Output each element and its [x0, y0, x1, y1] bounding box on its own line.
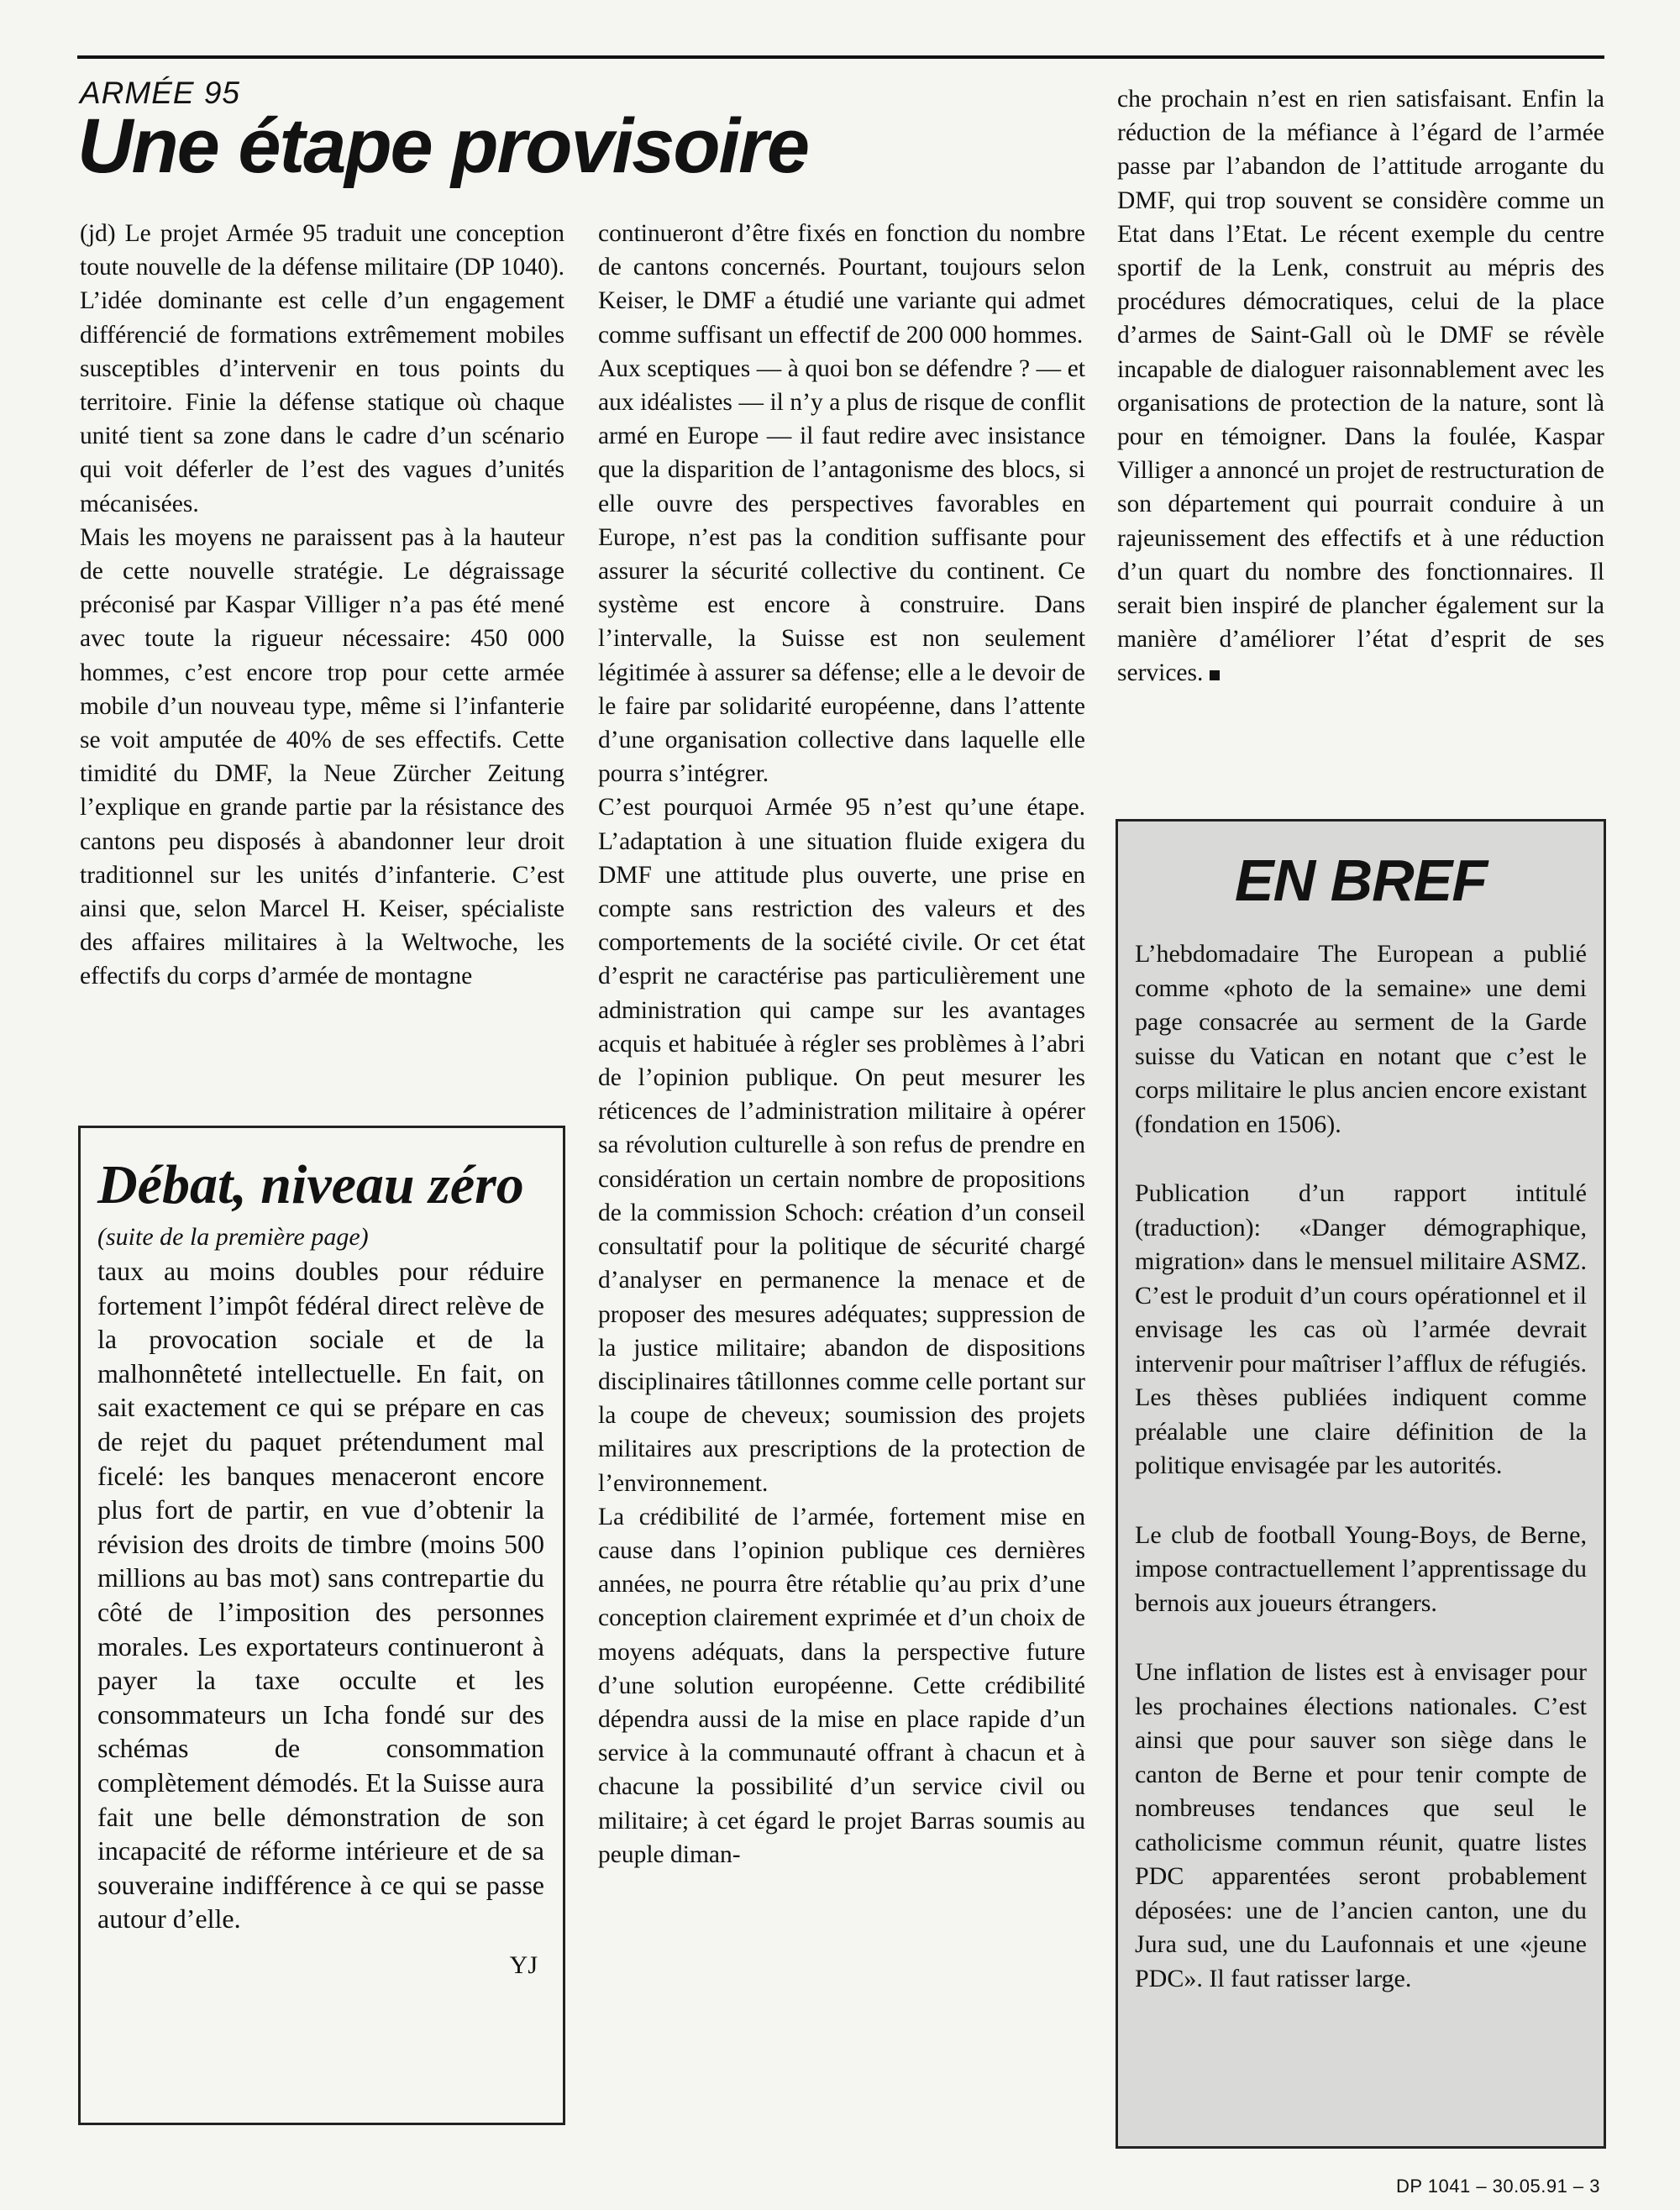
article-paragraph: La crédibilité de l’armée, fortement mise en cause dans l’opinion publique ces dernières années, ne pourra être rétablie qu’au prix d’une conception clairement exprimée et d’un choix de moyens adéquats, dans la perspective future d’une solution européenne. Cette crédibilité dépendra aussi de la mise en place rapide d’un service à la communauté offrant à chacun et à chacune la possibilité d’un service civil ou militaire; à cet égard le projet Barras soumis au peuple diman-	[598, 1503, 1085, 1868]
article-column-2	[598, 217, 1085, 1871]
article-paragraph	[1117, 82, 1604, 690]
debat-title: Débat, niveau zéro	[97, 1154, 524, 1215]
en-bref-box	[1116, 819, 1606, 2149]
en-bref-item: Publication d’un rapport intitulé (traduction): «Danger démographique, migration» dans le mensuel militaire ASMZ. C’est le produit d’un cours opérationnel et il envisage les cas où l’armée devrait intervenir pour maîtriser l’afflux de réfugiés. Les thèses publiées indiquent comme préalable une claire définition de la politique envisagée par les autorités.	[1135, 1179, 1587, 1479]
en-bref-item: Une inflation de listes est à envisager pour les prochaines élections nationales. C’est ainsi que pour sauver son siège dans le canton de Berne et pour tenir compte de nombreuses tendances que seul le catholicisme commun réunit, quatre listes PDC apparentées seront probablement déposées: une de l’ancien canton, une du Jura sud, une du Laufonnais et une «jeune PDC». Il faut ratisser large.	[1135, 1658, 1587, 1992]
article-paragraph: Aux sceptiques — à quoi bon se défendre ? — et aux idéalistes — il n’y a plus de risque de conflit armé en Europe — il faut redire avec insistance que la disparition de l’antagonisme des blocs, si elle ouvre des perspectives favorables en Europe, n’est pas la condition suffisante pour assurer la sécurité collective du continent. Ce système est encore à construire. Dans l’intervalle, la Suisse est non seulement légitimée à assurer sa défense; elle a le devoir de le faire par solidarité européenne, dans l’attente d’une organisation collective dans laquelle elle pourra s’intégrer.	[598, 354, 1085, 788]
en-bref-item: L’hebdomadaire The European a publié comme «photo de la semaine» une demi page consacrée au serment de la Garde suisse du Vatican en notant que c’est le corps militaire le plus ancien encore existant (fondation en 1506).	[1135, 940, 1587, 1138]
debat-signature: YJ	[509, 1950, 538, 1979]
debat-sidebar-box	[78, 1126, 565, 2125]
article-paragraph: continueront d’être fixés en fonction du nombre de cantons concernés. Pourtant, toujours selon Keiser, le DMF a étudié une variante qui admet comme suffisant un effectif de 200 000 hommes.	[598, 220, 1085, 349]
article-paragraph: C’est pourquoi Armée 95 n’est qu’une étape. L’adaptation à une situation fluide exigera du DMF une attitude plus ouverte, une prise en compte sans restriction des valeurs et des comportements de la société civile. Or cet état d’esprit ne caractérise pas particulièrement une administration qui campe sur les avantages acquis et habituée à régler ses problèmes à l’abri de l’opinion publique. On peut mesurer les réticences de l’administration militaire à opérer sa révolution culturelle à son refus de prendre en considération un certain nombre de propositions de la commission Schoch: création d’un conseil consultatif pour la politique de sécurité chargé d’analyser en permanence la menace et de proposer des mesures adéquates; suppression de la justice militaire; abandon de dispositions disciplinaires tâtillonnes comme celle portant sur la coupe de cheveux; soumission des projets militaires aux prescriptions de la protection de l’environnement.	[598, 794, 1085, 1497]
en-bref-item: Le club de football Young-Boys, de Berne, impose contractuellement l’apprentissage du bernois aux joueurs étrangers.	[1135, 1520, 1587, 1617]
page-footer: DP 1041 – 30.05.91 – 3	[1395, 2176, 1600, 2197]
en-bref-title: EN BREF	[1234, 848, 1488, 913]
end-of-article-mark	[1210, 670, 1220, 680]
article-paragraph: (jd) Le projet Armée 95 traduit une conception toute nouvelle de la défense militaire (DP 1040). L’idée dominante est celle d’un engagement différencié de formations extrêmement mobiles susceptibles d’intervenir en tous points du territoire. Finie la défense statique où chaque unité tient sa zone dans le cadre d’un scénario qui voit déferler de l’est des vagues d’unités mécanisées.	[80, 220, 564, 517]
debat-body: taux au moins doubles pour réduire fortement l’impôt fédéral direct relève de la provocation sociale et de la malhonnêteté intellectuelle. En fait, on sait exactement ce qui se prépare en cas de rejet du paquet prétendument mal ficelé: les banques menaceront encore plus fort de partir, en vue d’obtenir la révision des droits de timbre (moins 500 millions au bas mot) sans contrepartie du côté de l’imposition des personnes morales. Les exportateurs continueront à payer la taxe occulte et les consommateurs un Icha fondé sur des schémas de consommation complètement démodés. Et la Suisse aura fait une belle démonstration de son incapacité de réforme intérieure et de sa souveraine indifférence à ce qui se passe autour d’elle.	[97, 1256, 544, 1934]
article-paragraph: Mais les moyens ne paraissent pas à la hauteur de cette nouvelle stratégie. Le dégraissage préconisé par Kaspar Villiger n’a pas été mené avec toute la rigueur nécessaire: 450 000 hommes, c’est encore trop pour cette armée mobile d’un nouveau type, même si l’infanterie se voit amputée de 40% de ses effectifs. Cette timidité du DMF, la Neue Zürcher Zeitung l’explique en grande partie par la résistance des cantons peu disposés à abandonner leur droit traditionnel sur les unités d’infanterie. C’est ainsi que, selon Marcel H. Keiser, spécialiste des affaires militaires à la Weltwoche, les effectifs du corps d’armée de montagne	[80, 523, 564, 990]
article-paragraph-text: che prochain n’est en rien satisfaisant. Enfin la réduction de la méfiance à l’égard de l’armée passe par l’abandon de l’attitude arrogante du DMF, qui trop souvent se considère comme un Etat dans l’Etat. Le récent exemple du centre sportif de la Lenk, construit au mépris des procédures démocratiques, celui de la place d’armes de Saint-Gall où le DMF se révèle incapable de dialoguer raisonnablement avec les organisations de protection de la nature, sont là pour en témoigner. Dans la foulée, Kaspar Villiger a annoncé un projet de restructuration de son département qui pourrait conduire à un rajeunissement des effectifs et à une réduction d’un quart du nombre des fonctionnaires. Il serait bien inspiré de plancher également sur la manière d’améliorer l’état d’esprit de ses services.	[1117, 86, 1604, 687]
article-column-1	[80, 217, 564, 994]
debat-subtitle: (suite de la première page)	[97, 1223, 369, 1251]
top-rule	[77, 55, 1604, 59]
article-title: Une étape provisoire	[77, 103, 809, 189]
article-column-3	[1117, 82, 1604, 690]
article-kicker: ARMÉE 95	[80, 76, 241, 110]
